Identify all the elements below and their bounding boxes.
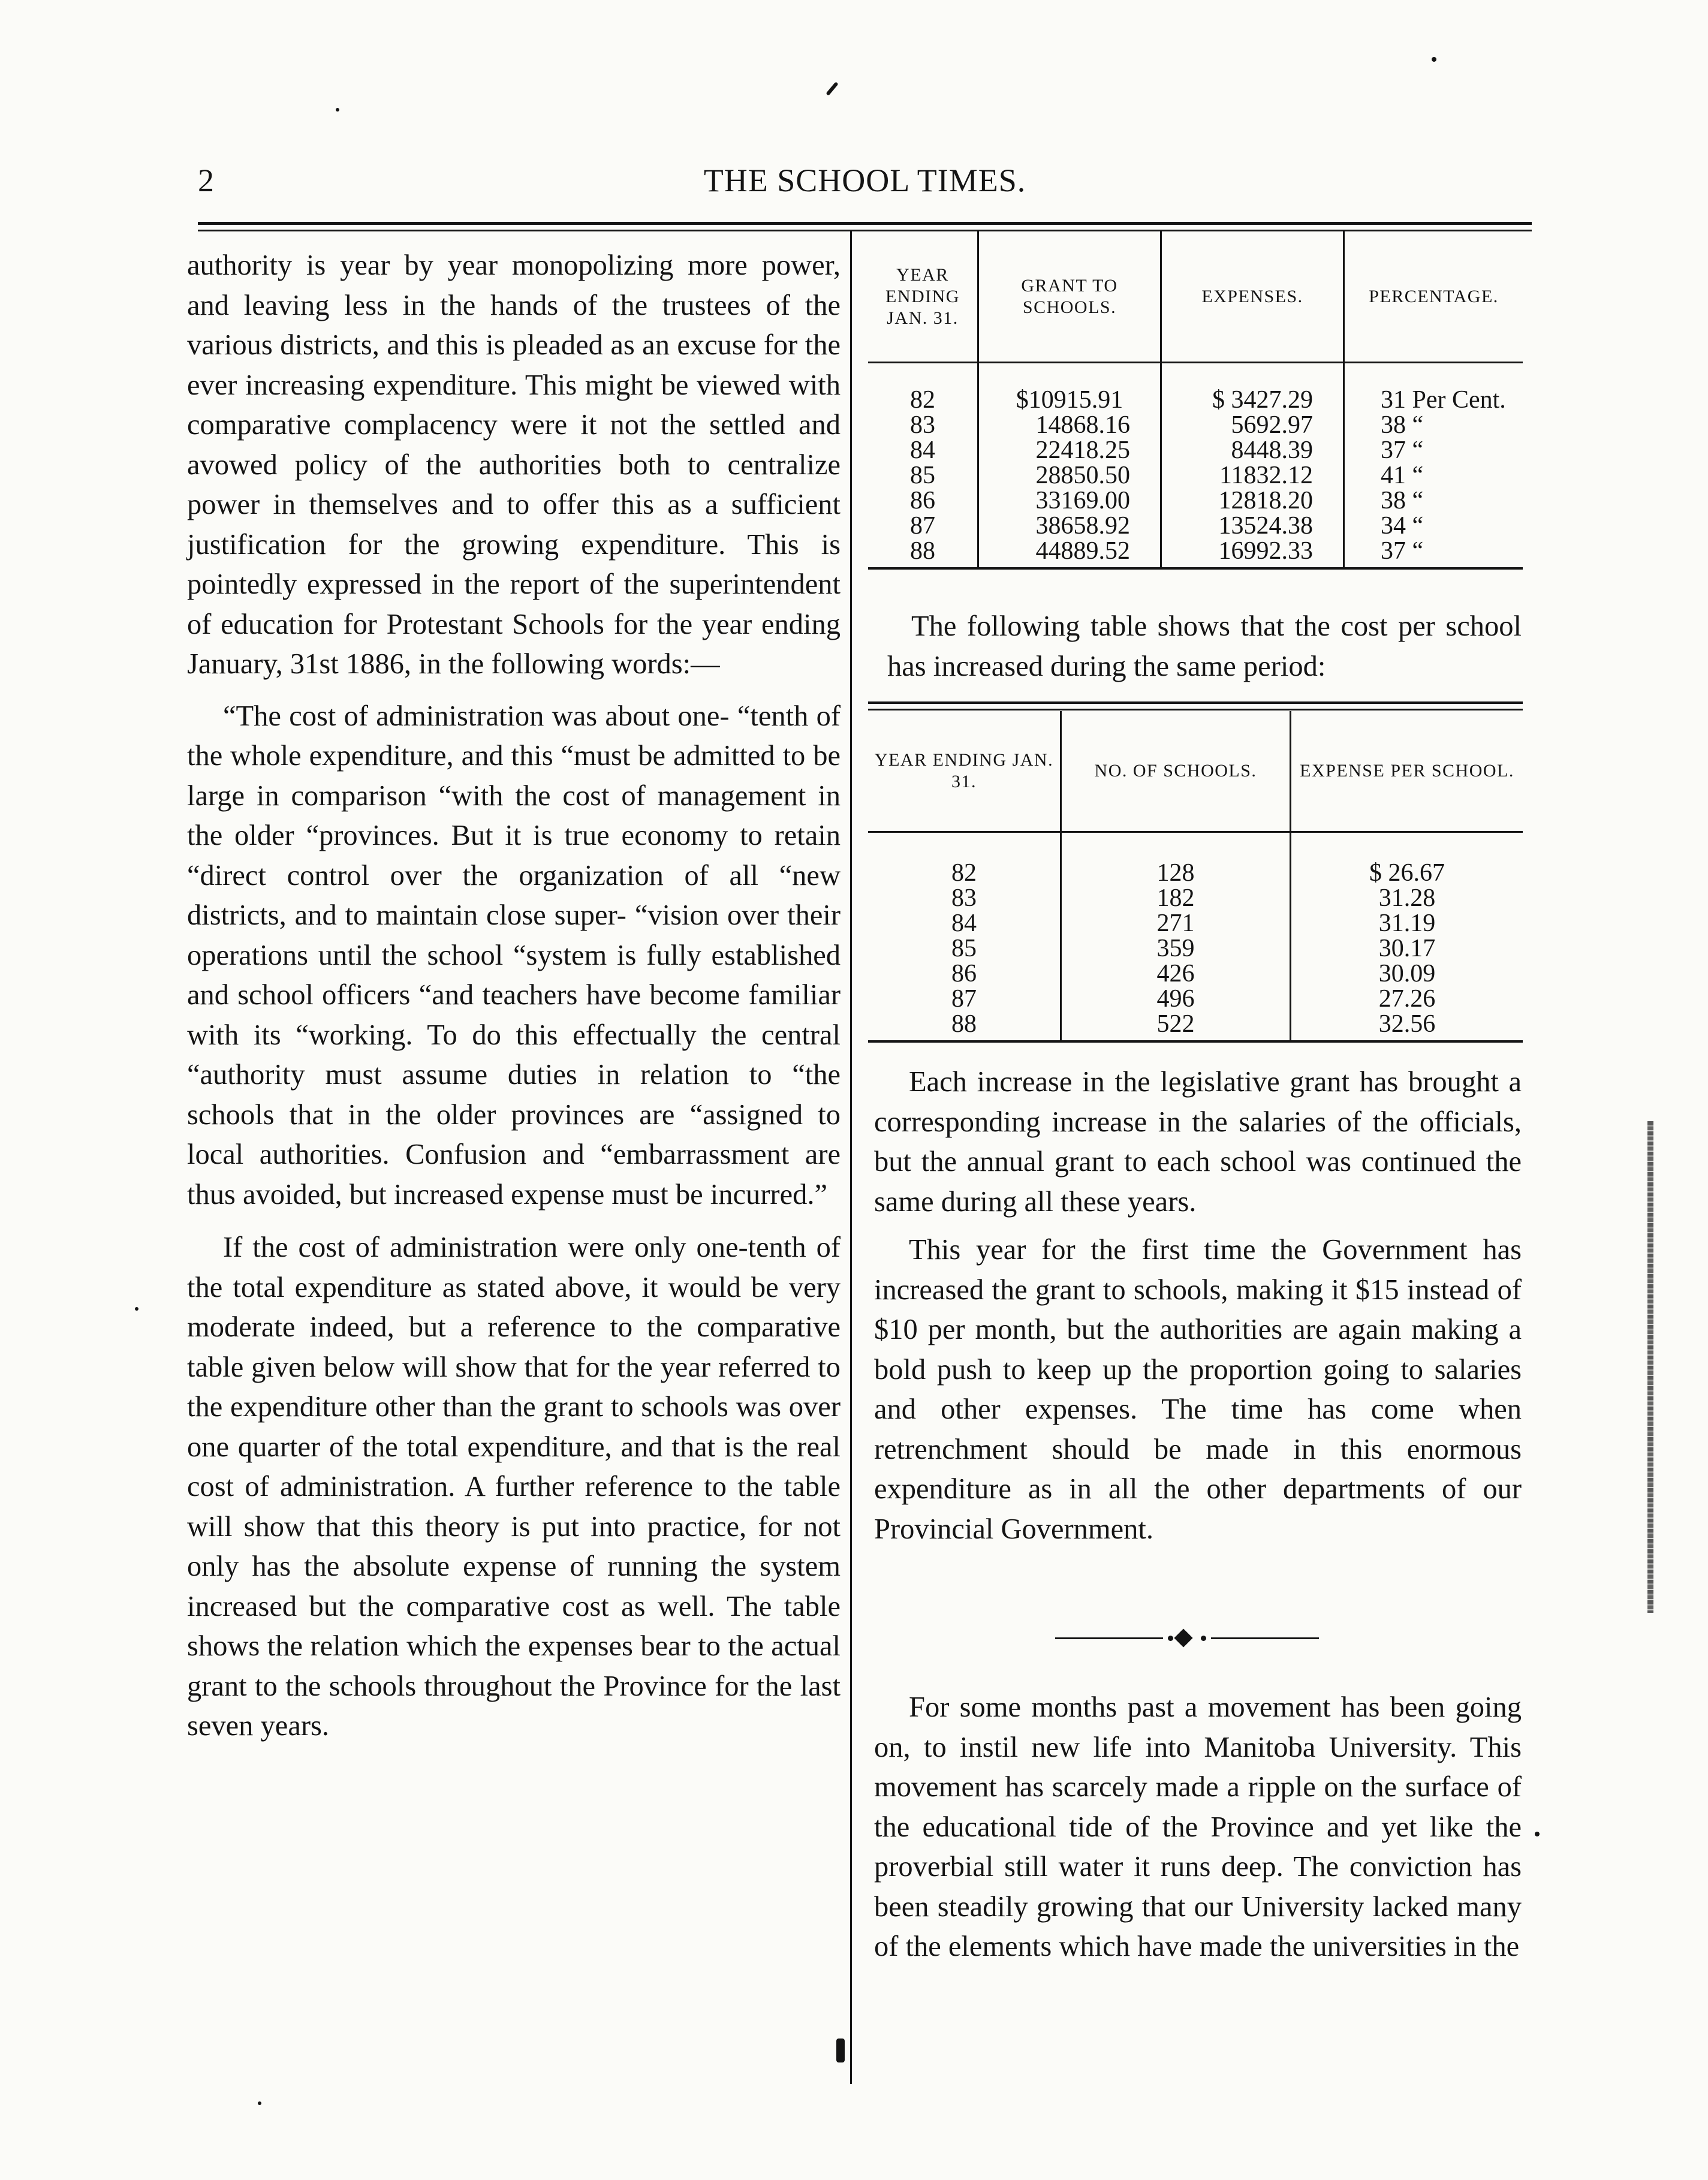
ornament-line-left bbox=[1055, 1637, 1163, 1639]
cell-percentage: 37 “ bbox=[1344, 538, 1523, 568]
table-row bbox=[868, 412, 1523, 438]
cell-expenses: $ 3427.29 bbox=[1161, 363, 1344, 413]
table-header-year: YEAR ENDING JAN. 31. bbox=[868, 231, 978, 363]
cell-year: 87 bbox=[868, 986, 1061, 1011]
table-row bbox=[868, 488, 1523, 513]
cell-expense: $ 26.67 bbox=[1369, 859, 1445, 887]
header-rule-thick bbox=[198, 222, 1532, 225]
cell-schools: 128 bbox=[1061, 832, 1291, 886]
cell-expense: 31.19 bbox=[1378, 910, 1436, 937]
ornament-dot bbox=[1168, 1636, 1173, 1641]
left-paragraph-1: authority is year by year monopolizing more power, and leaving less in the hands of the trustees of the various districts, and this is pleaded as an excuse for the ever increasing expenditure. This might be viewed with comparative complacency were it not the settled and avowed policy of the authorities both to centralize power in themselves and to offer this as a sufficient justification for the growing expenditure. This is pointedly expressed in the report of the superintendent of education for Protestant Schools for the year ending January, 31st 1886, in the following words:— bbox=[187, 249, 841, 680]
cell-percentage: 38 “ bbox=[1381, 411, 1424, 439]
cell-percentage: 37 “ bbox=[1381, 436, 1424, 464]
table-row bbox=[868, 363, 1523, 413]
cell-expense: 32.56 bbox=[1291, 1011, 1523, 1041]
cell-expenses: 12818.20 bbox=[1161, 488, 1344, 513]
cell-year: 85 bbox=[868, 936, 1061, 961]
cell-expense: 30.17 bbox=[1378, 935, 1436, 962]
page-number: 2 bbox=[198, 162, 214, 198]
table-row bbox=[868, 911, 1523, 936]
right-paragraph-3: For some months past a movement has been going on, to instil new life into Manitoba University. This movement has scarcely made a ripple on the surface of the educational tide of the Province and yet like the proverbial still water it runs deep. The conviction has been steadily growing that our University lacked many of the elements which have made the universities in the bbox=[874, 1691, 1522, 1962]
cell-grant: $10915.91 bbox=[978, 363, 1161, 413]
cell-grant: 33169.00 bbox=[978, 488, 1161, 513]
cell-year: 86 bbox=[868, 961, 1061, 986]
table-row bbox=[868, 986, 1523, 1011]
table-row bbox=[868, 513, 1523, 538]
cell-schools: 496 bbox=[1061, 986, 1291, 1011]
table-2-intro bbox=[887, 607, 1522, 686]
ornament-line-right bbox=[1211, 1637, 1319, 1639]
scan-speck bbox=[258, 2101, 261, 2105]
scan-speck bbox=[336, 108, 339, 112]
section-divider-ornament-icon bbox=[1055, 1630, 1319, 1648]
quote-text: “The cost of administration was about one- “tenth of the whole expenditure, and this “must be admitted to be large in comparison “with the cost of management in the older “provinces. But it is true economy to retain “direct control over the organization of all “new districts, and to maintain close super- “vision over their operations until the school “system is fully established and school officers “and teachers have become familiar with its “working. To do this effectually the central “authority must assume duties in relation to “the schools that in the older provinces are “assigned to local authorities. Confusion and “embarrassment are thus avoided, but increased expense must be incurred.” bbox=[187, 700, 841, 1211]
cell-year: 86 bbox=[868, 488, 978, 513]
cell-percentage: 38 “ bbox=[1381, 487, 1424, 514]
cell-year: 82 bbox=[868, 832, 1061, 886]
table-header-expenses: EXPENSES. bbox=[1161, 231, 1344, 363]
cell-schools: 522 bbox=[1061, 1011, 1291, 1041]
cost-per-school-table bbox=[868, 711, 1523, 1043]
table-header-schools: NO. OF SCHOOLS. bbox=[1061, 711, 1291, 832]
cell-year: 88 bbox=[868, 538, 978, 568]
cell-grant: 38658.92 bbox=[978, 513, 1161, 538]
cell-percentage: 34 “ bbox=[1381, 512, 1424, 540]
table-row bbox=[868, 832, 1523, 886]
cell-percentage: 31 Per Cent. bbox=[1381, 386, 1506, 414]
table-row bbox=[868, 538, 1523, 568]
scan-speck bbox=[1535, 1832, 1540, 1836]
cell-year: 84 bbox=[868, 911, 1061, 936]
right-paragraph-2: This year for the first time the Government has increased the grant to schools, making it $15 instead of $10 per month, but the authorities are again making a bold push to keep up the proportion going to salaries and other expenses. The time has come when retrenchment should be made in this enormous expenditure as in all the other departments of our Provincial Government. bbox=[874, 1234, 1522, 1545]
scan-speck bbox=[836, 2039, 845, 2062]
cell-year: 84 bbox=[868, 438, 978, 463]
cell-percentage: 41 “ bbox=[1381, 462, 1424, 489]
cell-expense: 30.09 bbox=[1378, 960, 1436, 987]
table-header-row bbox=[868, 711, 1523, 832]
cell-expenses: 16992.33 bbox=[1161, 538, 1344, 568]
table-2-rule-thick bbox=[868, 701, 1523, 704]
cell-grant: 22418.25 bbox=[978, 438, 1161, 463]
scan-edge-artifact bbox=[1647, 1121, 1653, 1613]
cell-expenses: 13524.38 bbox=[1161, 513, 1344, 538]
right-column-body bbox=[874, 1062, 1522, 1549]
cell-schools: 359 bbox=[1061, 936, 1291, 961]
right-paragraph-1: Each increase in the legislative grant has brought a corresponding increase in the salaries of the officials, but the annual grant to each school was continued the same during all these years. bbox=[874, 1066, 1522, 1218]
cell-year: 82 bbox=[868, 363, 978, 413]
table-header-percentage: PERCENTAGE. bbox=[1344, 231, 1523, 363]
ornament-dot bbox=[1201, 1636, 1206, 1641]
table-row bbox=[868, 463, 1523, 488]
cell-expenses: 5692.97 bbox=[1161, 412, 1344, 438]
cell-expenses: 8448.39 bbox=[1161, 438, 1344, 463]
cell-expenses: 11832.12 bbox=[1161, 463, 1344, 488]
left-column bbox=[187, 246, 841, 1747]
cell-year: 87 bbox=[868, 513, 978, 538]
cell-expense: 31.28 bbox=[1378, 884, 1436, 912]
cell-schools: 182 bbox=[1061, 886, 1291, 911]
table-row bbox=[868, 936, 1523, 961]
column-divider bbox=[850, 231, 852, 2084]
cell-grant: 28850.50 bbox=[978, 463, 1161, 488]
university-article bbox=[874, 1688, 1522, 1967]
cell-grant: 14868.16 bbox=[978, 412, 1161, 438]
left-paragraph-2: If the cost of administration were only one-tenth of the total expenditure as stated above, it would be very moderate indeed, but a reference to the comparative table given below will show that for the year referred to the expenditure other than the grant to schools was over one quarter of the total expenditure, and that is the real cost of administration. A further reference to the table will show that this theory is put into practice, for not only has the absolute expense of running the system increased but the comparative cost as well. The table shows the relation which the expenses bear to the actual grant to the schools throughout the Province for the last seven years. bbox=[187, 1231, 841, 1742]
table-header-row bbox=[868, 231, 1523, 363]
scan-speck bbox=[1432, 57, 1436, 62]
cell-year: 83 bbox=[868, 412, 978, 438]
scan-speck bbox=[826, 82, 838, 96]
table-header-expense-per-school: EXPENSE PER SCHOOL. bbox=[1291, 711, 1523, 832]
cell-schools: 426 bbox=[1061, 961, 1291, 986]
table-row bbox=[868, 438, 1523, 463]
cell-year: 88 bbox=[868, 1011, 1061, 1041]
page-header bbox=[198, 162, 1532, 204]
ornament-diamond-icon bbox=[1174, 1628, 1192, 1647]
table-2-rule-thin bbox=[868, 709, 1523, 710]
table-2-intro-text: The following table shows that the cost per school has increased during the same period: bbox=[887, 610, 1522, 682]
cell-expense: 27.26 bbox=[1378, 985, 1436, 1013]
cell-schools: 271 bbox=[1061, 911, 1291, 936]
table-row bbox=[868, 886, 1523, 911]
table-row bbox=[868, 961, 1523, 986]
cell-year: 83 bbox=[868, 886, 1061, 911]
table-row bbox=[868, 1011, 1523, 1041]
cell-year: 85 bbox=[868, 463, 978, 488]
superintendent-quote bbox=[187, 697, 841, 1215]
newspaper-title: THE SCHOOL TIMES. bbox=[703, 162, 1026, 198]
scan-speck bbox=[135, 1307, 138, 1311]
cell-grant: 44889.52 bbox=[978, 538, 1161, 568]
table-header-year: YEAR ENDING JAN. 31. bbox=[868, 711, 1061, 832]
grant-expenses-table bbox=[868, 231, 1523, 570]
table-header-grant: GRANT TO SCHOOLS. bbox=[978, 231, 1161, 363]
